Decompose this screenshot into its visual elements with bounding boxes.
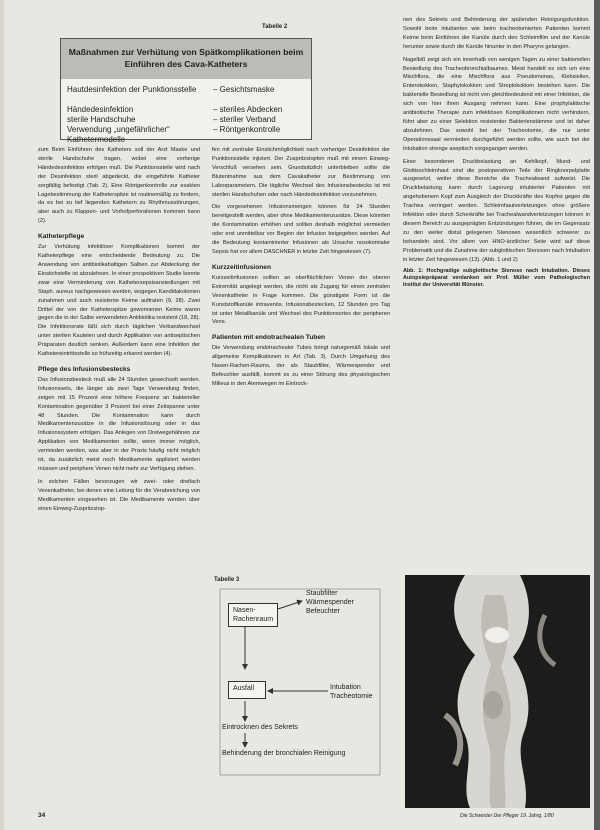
table2-row-left: Verwendung „ungefährlicher“ Kathetermodelle <box>67 125 170 144</box>
scan-left-edge <box>0 0 4 830</box>
scan-right-edge <box>594 0 600 830</box>
paragraph: Einer besonderen Druckbelastung an Kehlkopf, Mund- und Glottisschleimhaut sind die postoperativen Teile der Ringknorpelplatte ausgesetzt, weiter diese Bereiche die Trachealwand aufweist. Die Druckbelastung kann durch Lagerung intubierter Patienten mit angehobenem Kopf zum Ausgleich der Druckkräfte des Kopfes gegen die Trachea verringert werden. Schleimhautverletzungen ohne größere Infektion oder durch Scherkräfte bei Trachealwandverletzungen können in diesem Bereich zu ausgeprägten Entzündungen führen, die im Gegensatz zu den weiter distal gelegenen Stenosen wesentlich schwerer zu behandeln sind. Vor allem von HNO-ärztlicher Seite wird auf diese Problematik und die Zunahme der subglottischen Stenosen nach Intubation in letzter Zeit hingewiesen (13). (Abb. 1 und 2) <box>403 158 590 263</box>
paragraph: fen mit zentraler Einstichmöglichkeit nach vorheriger Desinfektion der Punktionsstelle injiziert. Der Zuspritzstopfen muß mit einem Einweg-Verschluß versehen sein. Grundsätzlich unterbleiben sollte die Blutentnahme aus dem Cavakatheter zur Bestimmung von Laborparametern. Die tägliche Wechsel des Infusionsbestecks ist mit sterilen Handschuhen oder nach Händedesinfektion vorzunehmen. <box>212 147 390 198</box>
table2-row-right: – steriles Abdecken <box>213 105 283 114</box>
text-column-3 <box>403 16 590 566</box>
section-heading: Kurzzeitinfusionen <box>212 263 271 271</box>
label-eintrocknen: Eintrocknen des Sekrets <box>222 724 298 731</box>
text-column-1 <box>38 146 200 808</box>
label-intubation: Intubation Tracheotomie <box>330 684 373 700</box>
table2-row-right: – steriler Verband <box>213 115 276 124</box>
label-staubfilter: Staubfilter Wärmespender Befeuchter <box>306 590 354 615</box>
box-nasen-rachenraum: Nasen-Rachenraum <box>228 603 278 627</box>
label-behinderung: Behinderung der bronchialen Reinigung <box>222 750 346 757</box>
table2-row-left: Hautdesinfektion der Punktionsstelle <box>67 85 197 94</box>
table2-row-right: – Röntgenkontrolle <box>213 125 281 134</box>
table2-row-right: – Gesichtsmaske <box>213 85 275 94</box>
section-heading: Patienten mit endotrachealen Tuben <box>212 334 326 342</box>
journal-footer: Die Schwester Der Pfleger 19. Jahrg. 1/80 <box>460 813 554 819</box>
page-number: 34 <box>38 812 46 819</box>
paragraph: Das Infusionsbesteck muß alle 24 Stunden gewechselt werden. Infusionssets, die länger als zwei Tage Verwendung finden, zeigen mit 15 Prozent eine höhere Frequenz an bakterieller Kontamination gegenüber 3 Prozent bei einer Zeitspanne unter 48 Stunden. Die Kontamination kann durch Medikamentenzusätze in die Infusionslösung oder in das Infusionssystem erfolgen. Das Anlegen von Dreiwegehähnen zur Applikation von Medikamenten sollte, wenn immer möglich, vermieden werden, was aber in der Praxis häufig nicht möglich ist, da zusätzlich meist noch Medikamente appliziert werden müssen und periphere Venen nicht mehr zur Verfügung stehen. <box>38 376 200 472</box>
table2-title: Maßnahmen zur Verhütung von Spätkomplikationen beim Einführen des Cava-Katheters <box>61 39 311 79</box>
table2-label: Tabelle 2 <box>262 24 288 30</box>
table2-box <box>60 38 312 144</box>
specimen-image <box>405 575 590 808</box>
table2-row-left: sterile Handschuhe <box>67 115 136 124</box>
section-heading: Pflege des Infusionsbestecks <box>38 365 131 373</box>
paragraph: zum Beim Einführen des Katheters soll der Arzt Maske und sterile Handschuhe tragen, wobei eine vorherige Händedesinfektion erfolgen muß. Die Punktionsstelle wird nach der Desinfektion steril abgedeckt, die eingeführte Katheter sorgfältig befestigt (Tab. 2). Eine Röntgenkontrolle zur exakten Lagebestimmung der Katheterspitze ist routinemäßig zu fordern, da es bei zu tief liegenden Kathetern zu Rhythmusstörungen, aber auch zu Klappen- und Vorhofperforationen kommen kann (2). <box>38 147 200 225</box>
figure-caption: Abb. 1: Hochgradige subglottische Stenose nach Intubation. Dieses Autopsiepräparat verdanken wir Prof. Müller vom Pathologischen Institut der Universität Münster. <box>403 268 590 289</box>
paragraph: Die Verwendung endotrachealer Tubes bringt naturgemäß lokale und allgemeine Komplikationen in Art (Tab. 3). Durch Umgehung des Nasen-Rachen-Raums, der als Staubfilter, Wärmespender und Befeuchter ausfällt, kommt es zu einer Störung des physiologischen Milieus in den Atemwegen im Eintrock- <box>212 345 390 387</box>
box-ausfall: Ausfall <box>228 681 266 699</box>
table3-label: Tabelle 3 <box>214 577 240 583</box>
table3-diagram <box>210 587 390 777</box>
paragraph: Die vorgesehenen Infusionsmengen können für 24 Stunden bereitgestellt werden, aber ohne Medikamentenzusätze. Diese könnten die Kontamination erhöhen und sollten deshalb möglichst vermieden oder erst unmittelbar vor Beginn der Infusion beigegeben werden. Auf die Bedeutung kontaminierter Infusionen als Ursache nosokomialer Sepsis hat vor allem DASCHNER in letzter Zeit hingewiesen (7). <box>212 204 390 255</box>
paragraph: In solchen Fällen bevorzugen wir zwei- oder dreifach Venenkatheter, bei denen eine Leitung für die Verabreichung von Medikamenten vorgesehen ist. Die Medikamente werden über einen Einweg-Zuspritzstop- <box>38 478 200 512</box>
section-heading: Katheterpflege <box>38 233 85 241</box>
paragraph: nen des Sekrets und Behinderung der spülenden Reinigungsfunktion. Sowohl beim intubierten wie beim tracheotomierten Patienten kommt Keime beim Einführen der Kanüle durch den Schleimfilm und der Kanüle herunter sowie durch die Kanüle hinunter in den Pharynx gelangen. <box>403 17 590 50</box>
autopsy-photo <box>405 575 590 808</box>
text-column-2 <box>212 146 390 582</box>
table2-row-left: Händedesinfektion <box>67 105 134 114</box>
paragraph: Kurzzeitinfusionen sollten an oberflächlichen Venen der oberen Extremität angelegt werden, die nicht als Zugang für einen zentralen Venenkatheter in Frage kommen. Die günstigste Form ist die Kunststoffkanüle intravenös. Infusionsbestecken, 12 Stunden pro Tag ist unter Metallkanüle und Wechsel des Punktionsortes der peripheren Vene. <box>212 274 390 326</box>
paragraph: Nagelbiß zeigt sich ein innerhalb von wenigen Tagen zu einer bakteriellen Besiedlung des Tracheobronchialbaumes. Meist handelt es sich um eine Mischflora, die eine Mischflora aus Pseudomonas, Klebsiellen, Enterokokken, Staphylokokken und Streptokokken bestehen kann. Die bakterielle Besiedlung ist nicht von gleichbedeutend mit einer Infektion, die sich von hier ihren Ausgang nehmen kann. Eine prophylaktische antibiotische Therapie zum infektiösen Komplikationen nicht verhindern, führt aber zu einer Selektion resistenter Bakterienstämme und ist daher abzulehnen. Das sowohl bei der Tracheotomie, die nur unter Operationssaal vermieden durchgeführt werden sollte, wie auch bei der Intubation strenge aseptisch vorgegangen werden. <box>403 56 590 152</box>
paragraph: Zur Verhütung infektiöser Komplikationen kommt der Katheterpflege eine entscheidende Bedeutung zu. Die Anwendung von antibiotikahaltigen Salben zur Abdeckung der Einstichstelle ist abzulehnen. In einer prospektiven Studie konnte zwar eine Verminderung von Kathetersepsisansiedlungen mit Staph. aureus nachgewiesen werden, wogegen Kandidakolonien zunahmen und auch resistente Keime auftraten (9, 28). Zwei Drittel der von der Katheterspitze gewonnenen Keime waren gegen die in der Salbe verwendeten Antibiotika resistent (18, 28). Die Infektionsrate läßt sich durch täglichen Verbandwechsel unter sterilen Kautelen und durch Applikation von antiseptischen Präparaten deutlich senken. Außerdem kann eine Infektion der Kathetereintrittsstelle so frühzeitig erkannt werden (4). <box>38 244 200 358</box>
